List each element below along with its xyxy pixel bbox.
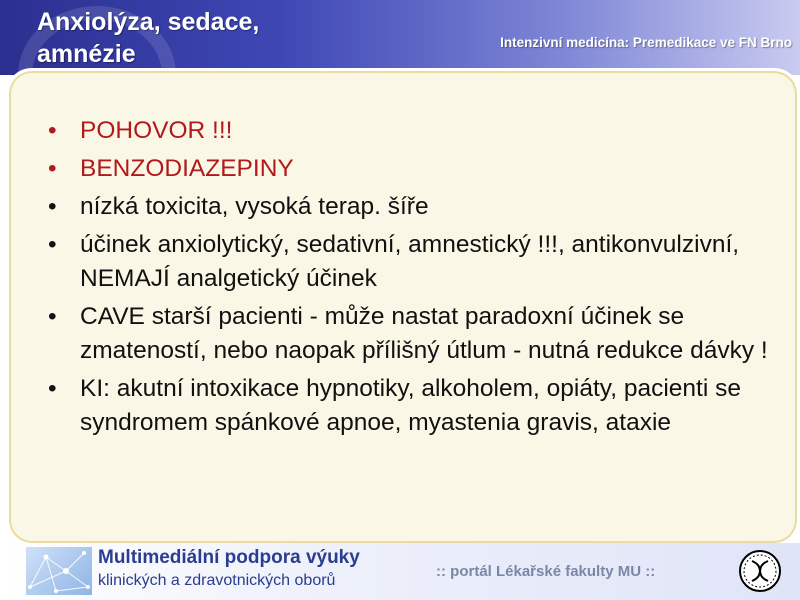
slide-title-line2: amnézie — [37, 40, 136, 68]
bullet-item — [48, 228, 768, 296]
bullet-text: účinek anxiolytický, sedativní, amnestický !!!, antikonvulzivní, NEMAJÍ analgetický účinek — [80, 231, 740, 292]
slide-header — [0, 0, 800, 75]
bullet-item — [48, 372, 768, 440]
bullet-item — [48, 190, 768, 224]
slide-title-line1: Anxiolýza, sedace, — [37, 8, 260, 36]
bullet-text: KI: akutní intoxikace hypnotiky, alkoholem, opiáty, pacienti se syndromem spánkové apnoe, myastenia gravis, ataxie — [80, 375, 741, 436]
bullet-item — [48, 300, 768, 368]
bullet-text: CAVE starší pacienti - může nastat paradoxní účinek se zmateností, nebo naopak přílišný útlum - nutná redukce dávky ! — [80, 303, 768, 364]
bullet-dot-icon: • — [48, 303, 57, 330]
faculty-emblem-icon — [738, 549, 782, 593]
bullet-text: POHOVOR !!! — [80, 117, 233, 144]
bullet-dot-icon: • — [48, 375, 57, 402]
portal-link[interactable]: :: portál Lékařské fakulty MU :: — [436, 563, 656, 580]
slide-footer — [0, 543, 800, 600]
bullet-text: nízká toxicita, vysoká terap. šíře — [80, 193, 429, 220]
brand-line2: klinických a zdravotnických oborů — [98, 572, 336, 589]
bullet-list — [48, 114, 768, 444]
bullet-item — [48, 114, 768, 148]
bullet-dot-icon: • — [48, 155, 57, 182]
slide-subtitle: Intenzivní medicína: Premedikace ve FN Brno — [500, 35, 792, 50]
bullet-text: BENZODIAZEPINY — [80, 155, 294, 182]
brand-line1: Multimediální podpora výuky — [98, 547, 360, 568]
bullet-dot-icon: • — [48, 231, 57, 258]
bullet-item — [48, 152, 768, 186]
network-logo-icon — [26, 547, 92, 595]
slide-title — [37, 6, 367, 70]
bullet-dot-icon: • — [48, 117, 57, 144]
bullet-dot-icon: • — [48, 193, 57, 220]
